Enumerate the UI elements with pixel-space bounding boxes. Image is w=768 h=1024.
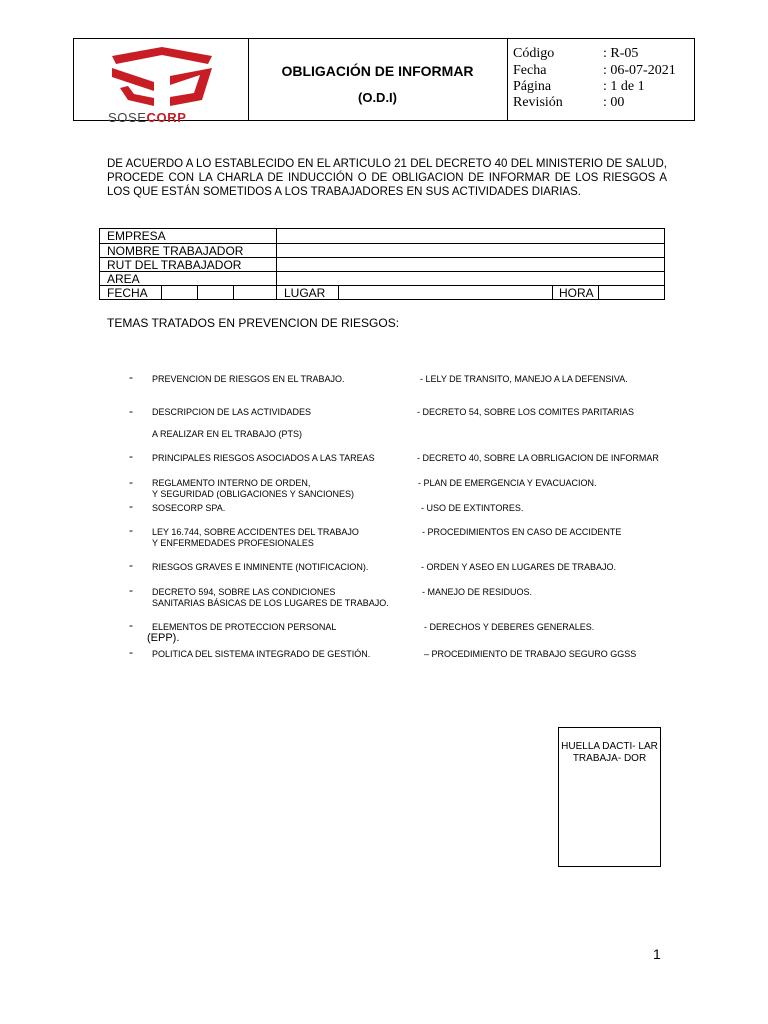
topic-right-10: – PROCEDIMIENTO DE TRABAJO SEGURO GGSS <box>424 649 637 659</box>
form-row-empresa <box>100 229 664 243</box>
meta-value: : 1 de 1 <box>603 79 645 94</box>
topic-left-6b: Y ENFERMEDADES PROFESIONALES <box>152 538 314 548</box>
meta-codigo <box>513 46 638 62</box>
topic-left-9b: (EPP). <box>147 632 180 644</box>
form-divider <box>276 286 277 300</box>
topic-left-9a: ELEMENTOS DE PROTECCION PERSONAL <box>152 622 337 632</box>
form-row-area <box>100 271 664 286</box>
logo-cell <box>74 39 249 125</box>
bullet-dash: - <box>129 370 133 384</box>
worker-info-form <box>99 228 665 300</box>
topic-right-2: - DECRETO 54, SOBRE LOS COMITES PARITARIAS <box>417 407 635 417</box>
form-divider <box>161 286 162 300</box>
fingerprint-label: HUELLA DACTI- LAR TRABAJA- DOR <box>561 741 658 764</box>
fecha-label: FECHA <box>107 286 148 300</box>
topic-left-4b: Y SEGURIDAD (OBLIGACIONES Y SANCIONES) <box>152 489 355 499</box>
form-divider <box>338 286 339 300</box>
topics-heading: TEMAS TRATADOS EN PREVENCION DE RIESGOS: <box>107 316 400 330</box>
topic-left-1: PREVENCION DE RIESGOS EN EL TRABAJO. <box>152 374 345 384</box>
logo-wordmark <box>108 111 187 124</box>
meta-label: Página <box>513 79 552 94</box>
topic-right-1: - LELY DE TRANSITO, MANEJO A LA DEFENSIVA. <box>420 374 628 384</box>
meta-label: Revisión <box>513 95 563 110</box>
topic-left-2a: DESCRIPCION DE LAS ACTIVIDADES <box>152 407 312 417</box>
fingerprint-box <box>558 727 661 867</box>
document-subtitle: (O.D.I) <box>358 90 397 105</box>
bullet-dash: - <box>129 449 133 463</box>
form-divider <box>276 244 277 258</box>
bullet-dash: - <box>129 618 133 632</box>
form-row-nombre <box>100 243 664 258</box>
topic-right-6: - PROCEDIMIENTOS EN CASO DE ACCIDENTE <box>422 527 622 537</box>
topic-right-5: - USO DE EXTINTORES. <box>421 503 524 513</box>
topic-left-4a: REGLAMENTO INTERNO DE ORDEN, <box>152 478 311 488</box>
logo-text-corp: CORP <box>146 110 187 125</box>
bullet-dash: - <box>129 475 133 489</box>
topic-right-9: - DERECHOS Y DEBERES GENERALES. <box>424 622 595 632</box>
page-number: 1 <box>653 946 661 962</box>
topic-left-5: SOSECORP SPA. <box>152 503 226 513</box>
topic-right-4: - PLAN DE EMERGENCIA Y EVACUACION. <box>418 478 597 488</box>
topic-left-6a: LEY 16.744, SOBRE ACCIDENTES DEL TRABAJO <box>152 527 359 537</box>
bullet-dash: - <box>129 523 133 537</box>
empresa-label: EMPRESA <box>107 229 166 243</box>
bullet-dash: - <box>129 645 133 659</box>
title-cell <box>248 39 508 120</box>
topic-left-10: POLITICA DEL SISTEMA INTEGRADO DE GESTIÓN. <box>152 649 371 659</box>
meta-cell <box>507 39 694 120</box>
form-row-fecha <box>100 285 664 300</box>
topic-left-8b: SANITARIAS BÁSICAS DE LOS LUGARES DE TRABAJO. <box>152 598 389 608</box>
form-divider <box>233 286 234 300</box>
meta-value: : R-05 <box>603 46 639 61</box>
bullet-dash: - <box>129 404 133 418</box>
form-divider <box>276 229 277 243</box>
nombre-label: NOMBRE TRABAJADOR <box>107 244 244 258</box>
meta-label: Fecha <box>513 63 547 78</box>
bullet-dash: - <box>129 499 133 513</box>
form-row-rut <box>100 257 664 272</box>
meta-value: : 06-07-2021 <box>603 63 676 78</box>
topic-left-2b: A REALIZAR EN EL TRABAJO (PTS) <box>152 429 303 439</box>
topic-left-8a: DECRETO 594, SOBRE LAS CONDICIONES <box>152 587 336 597</box>
topic-right-7: - ORDEN Y ASEO EN LUGARES DE TRABAJO. <box>421 562 617 572</box>
meta-label: Código <box>513 46 555 61</box>
form-divider <box>276 258 277 272</box>
topic-left-7: RIESGOS GRAVES E INMINENTE (NOTIFICACION). <box>152 562 369 572</box>
form-divider <box>197 286 198 300</box>
sosecorp-shield-icon <box>106 44 218 112</box>
rut-label: RUT DEL TRABAJADOR <box>107 258 242 272</box>
meta-pagina <box>513 79 645 95</box>
meta-revision <box>513 95 624 111</box>
form-divider <box>276 272 277 286</box>
area-label: AREA <box>107 272 140 286</box>
form-divider <box>598 286 599 300</box>
bullet-dash: - <box>129 583 133 597</box>
logo-text-sose: SOSE <box>108 110 147 125</box>
bullet-dash: - <box>129 558 133 572</box>
meta-fecha <box>513 63 676 79</box>
intro-paragraph: DE ACUERDO A LO ESTABLECIDO EN EL ARTICULO 21 DEL DECRETO 40 DEL MINISTERIO DE SALUD, PROCEDE CON LA CHARLA DE INDUCCIÓN O DE OBLIGACION DE INFORMAR DE LOS RIESGOS A LOS QUE ESTÁN SOMETIDOS A LOS TRABAJADORES EN SUS ACTIVIDADES DIARIAS. <box>107 158 667 198</box>
lugar-label: LUGAR <box>284 286 326 300</box>
topic-right-8: - MANEJO DE RESIDUOS. <box>422 587 533 597</box>
form-divider <box>552 286 553 300</box>
document-title: OBLIGACIÓN DE INFORMAR <box>281 63 474 79</box>
topic-left-3: PRINCIPALES RIESGOS ASOCIADOS A LAS TAREAS <box>152 453 375 463</box>
document-header <box>73 38 695 125</box>
meta-value: : 00 <box>603 95 625 110</box>
topic-right-3: - DECRETO 40, SOBRE LA OBRLIGACION DE INFORMAR <box>417 453 659 463</box>
hora-label: HORA <box>559 286 594 300</box>
